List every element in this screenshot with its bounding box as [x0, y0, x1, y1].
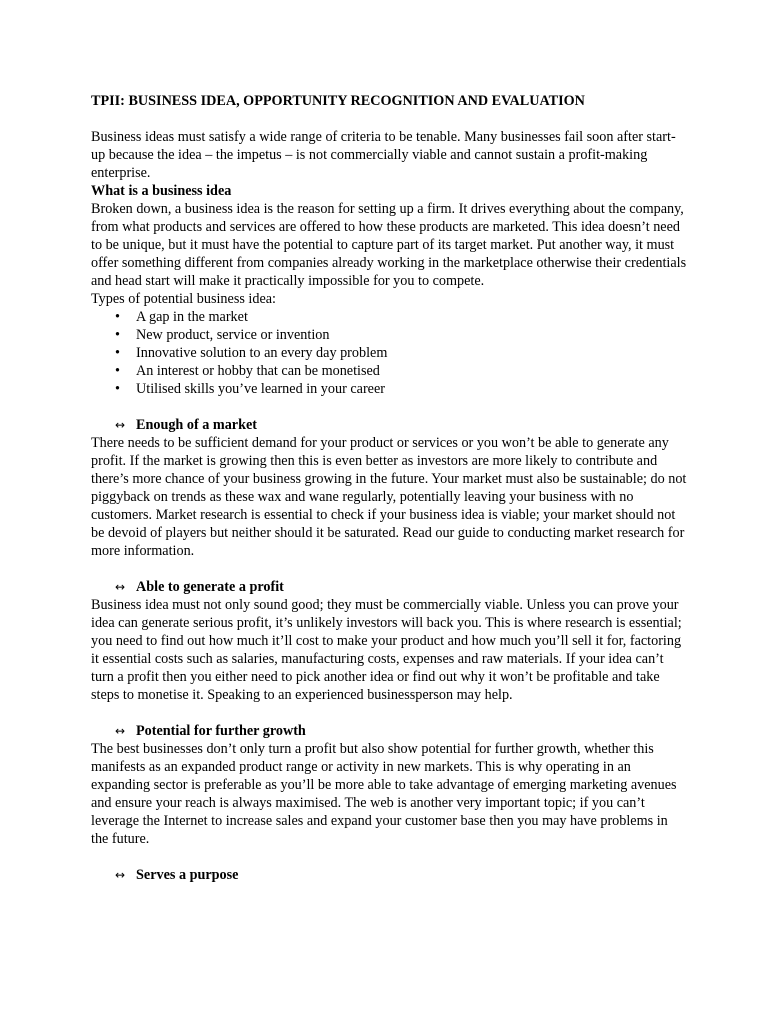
section-body-profit: Business idea must not only sound good; they must be commercially viable. Unless you can prove your idea can generate serious profit, it’s unlikely investors will back you. This is where research is essential; you need to find out how much it’ll cost to make your product and how much you’ll sell it for, factoring it essential costs such as salaries, manufacturing costs, expenses and raw materials. If your idea can’t turn a profit then you either need to pick another idea or find out why it won’t be profitable and take steps to monetise it. Speaking to an experienced businessperson may help. — [91, 597, 682, 703]
left-right-arrow-icon: ↔ — [115, 868, 126, 882]
spacer — [91, 848, 688, 866]
list-item: • An interest or hobby that can be monetised — [115, 363, 380, 379]
spacer — [91, 398, 688, 416]
section-heading-profit: ↔ Able to generate a profit — [115, 579, 284, 595]
what-heading: What is a business idea — [91, 183, 232, 199]
document-title: TPII: BUSINESS IDEA, OPPORTUNITY RECOGNITION AND EVALUATION — [91, 93, 585, 109]
list-item: • Utilised skills you’ve learned in your career — [115, 381, 385, 397]
section-body-market: There needs to be sufficient demand for your product or services or you won’t be able to generate any profit. If the market is growing then this is even better as investors are more likely to contribute and there’s more chance of your business growing in the future. Your market must also be sustainable; do not piggyback on trends as these wax and wane regularly, potentially leaving your business with no customers. Market research is essential to check if your business idea is viable; your market should not be devoid of players but neither should it be saturated. Read our guide to conducting market research for more information. — [91, 435, 687, 559]
left-right-arrow-icon: ↔ — [115, 418, 126, 432]
bullet-icon: • — [115, 309, 120, 325]
types-label: Types of potential business idea: — [91, 291, 276, 307]
section-heading-growth: ↔ Potential for further growth — [115, 723, 306, 739]
left-right-arrow-icon: ↔ — [115, 724, 126, 738]
section-body-growth: The best businesses don’t only turn a profit but also show potential for further growth, whether this manifests as an expanded product range or activity in new markets. This is why operating in an expanding sector is preferable as you’ll be more able to take advantage of emerging marketing avenues and ensure your reach is always maximised. The web is another very important topic; if you can’t leverage the Internet to increase sales and expand your customer base then you may have problems in the future. — [91, 741, 677, 847]
spacer — [91, 704, 688, 722]
spacer — [91, 560, 688, 578]
list-item: • Innovative solution to an every day problem — [115, 345, 388, 361]
bullet-icon: • — [115, 381, 120, 397]
bullet-icon: • — [115, 363, 120, 379]
bullet-icon: • — [115, 327, 120, 343]
what-paragraph: Broken down, a business idea is the reason for setting up a firm. It drives everything about the company, from what products and services are offered to how these products are marketed. This idea doesn’t need to be unique, but it must have the potential to capture part of its target market. Put another way, it must offer something different from companies already working in the marketplace otherwise their credentials and head start will make it practically impossible for you to compete. — [91, 201, 687, 289]
list-item: • New product, service or invention — [115, 327, 330, 343]
intro-paragraph: Business ideas must satisfy a wide range of criteria to be tenable. Many businesses fail soon after start-up because the idea – the impetus – is not commercially viable and cannot sustain a profit-making enterprise. — [91, 129, 676, 181]
types-list — [91, 308, 688, 398]
section-heading-purpose: ↔ Serves a purpose — [115, 867, 239, 883]
bullet-icon: • — [115, 345, 120, 361]
list-item: • A gap in the market — [115, 309, 248, 325]
section-heading-market: ↔ Enough of a market — [115, 417, 257, 433]
left-right-arrow-icon: ↔ — [115, 580, 126, 594]
